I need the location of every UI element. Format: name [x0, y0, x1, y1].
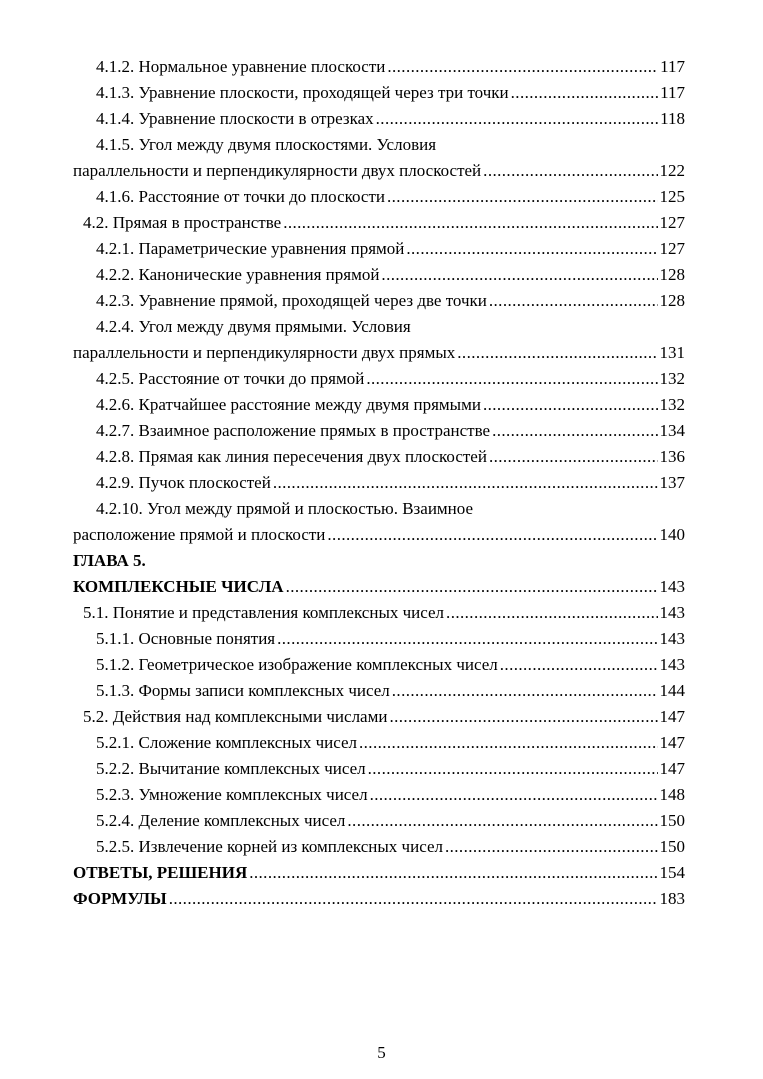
dot-leader — [327, 522, 657, 548]
toc-entry-title: 4.2.3. Уравнение прямой, проходящей через две точки — [96, 291, 487, 310]
toc-entry-page: 183 — [659, 889, 685, 908]
toc-entry — [73, 678, 685, 704]
toc-entry-title: 5.2.5. Извлечение корней из комплексных чисел — [96, 837, 443, 856]
toc-entry — [73, 392, 685, 418]
toc-entry-page: 127 — [659, 239, 685, 258]
dot-leader — [387, 54, 658, 80]
toc-entry — [73, 574, 685, 600]
chapter-title: КОМПЛЕКСНЫЕ ЧИСЛА — [73, 577, 284, 596]
toc-entry-title: 5.1.3. Формы записи комплексных чисел — [96, 681, 390, 700]
toc-entry-title: 4.1.6. Расстояние от точки до плоскости — [96, 187, 385, 206]
dot-leader — [286, 574, 658, 600]
toc-entry-title: 4.2.6. Кратчайшее расстояние между двумя прямыми — [96, 395, 481, 414]
toc-entry-page: 117 — [660, 83, 685, 102]
toc-entry-title: 4.1.3. Уравнение плоскости, проходящей через три точки — [96, 83, 509, 102]
toc-entry — [73, 600, 685, 626]
table-of-contents — [73, 54, 685, 912]
section-title: ФОРМУЛЫ — [73, 889, 167, 908]
toc-entry-page: 147 — [659, 707, 685, 726]
toc-entry-page: 118 — [660, 109, 685, 128]
dot-leader — [392, 678, 658, 704]
toc-entry-title: 4.2.1. Параметрические уравнения прямой — [96, 239, 405, 258]
toc-entry — [73, 262, 685, 288]
toc-entry-title-line1: 4.2.4. Угол между двумя прямыми. Условия — [96, 317, 411, 336]
dot-leader — [500, 652, 658, 678]
toc-entry — [73, 340, 685, 366]
toc-entry-page: 131 — [659, 343, 685, 362]
toc-entry-page: 154 — [659, 863, 685, 882]
dot-leader — [347, 808, 657, 834]
dot-leader — [389, 704, 657, 730]
toc-entry-page: 128 — [659, 265, 685, 284]
toc-entry-page: 143 — [659, 577, 685, 596]
dot-leader — [387, 184, 658, 210]
toc-entry — [73, 236, 685, 262]
toc-entry-title: 4.1.2. Нормальное уравнение плоскости — [96, 57, 386, 76]
toc-entry-title-line2: параллельности и перпендикулярности двух плоскостей — [73, 161, 482, 180]
toc-entry-page: 122 — [659, 161, 685, 180]
dot-leader — [283, 210, 657, 236]
dot-leader — [376, 106, 658, 132]
toc-entry-title: 4.2.2. Канонические уравнения прямой — [96, 265, 380, 284]
toc-entry-title: 4.2.8. Прямая как линия пересечения двух плоскостей — [96, 447, 487, 466]
toc-entry-title: 5.2.1. Сложение комплексных чисел — [96, 733, 357, 752]
toc-entry-title: 5.2. Действия над комплексными числами — [83, 707, 388, 726]
toc-entry — [73, 158, 685, 184]
toc-entry-page: 128 — [659, 291, 685, 310]
toc-entry-title: 5.2.4. Деление комплексных чисел — [96, 811, 346, 830]
toc-entry — [73, 106, 685, 132]
toc-entry-title: 4.2.5. Расстояние от точки до прямой — [96, 369, 365, 388]
toc-entry — [73, 80, 685, 106]
dot-leader — [511, 80, 658, 106]
toc-entry — [73, 626, 685, 652]
dot-leader — [492, 418, 657, 444]
toc-entry-title: 5.2.2. Вычитание комплексных чисел — [96, 759, 366, 778]
toc-entry — [73, 782, 685, 808]
toc-entry — [73, 808, 685, 834]
toc-entry — [73, 704, 685, 730]
toc-entry-title: 5.1. Понятие и представления комплексных чисел — [83, 603, 445, 622]
toc-entry — [73, 652, 685, 678]
toc-entry-page: 150 — [659, 811, 685, 830]
toc-entry-page: 125 — [659, 187, 685, 206]
dot-leader — [446, 600, 657, 626]
dot-leader — [483, 392, 658, 418]
toc-entry-page: 132 — [659, 395, 685, 414]
toc-entry — [73, 522, 685, 548]
toc-entry-title: 4.2. Прямая в пространстве — [83, 213, 282, 232]
toc-entry — [73, 54, 685, 80]
dot-leader — [368, 756, 658, 782]
toc-entry-title-line1: 4.1.5. Угол между двумя плоскостями. Условия — [96, 135, 437, 154]
toc-entry-title-line2: расположение прямой и плоскости — [73, 525, 326, 544]
toc-entry-title: 5.1.1. Основные понятия — [96, 629, 276, 648]
toc-entry — [73, 184, 685, 210]
toc-entry — [73, 288, 685, 314]
toc-entry — [73, 886, 685, 912]
toc-entry — [73, 860, 685, 886]
toc-entry-page: 143 — [659, 603, 685, 622]
toc-entry-title: 5.1.2. Геометрическое изображение комплексных чисел — [96, 655, 498, 674]
toc-entry-title: 4.2.7. Взаимное расположение прямых в пространстве — [96, 421, 491, 440]
toc-entry-title: 4.2.9. Пучок плоскостей — [96, 473, 271, 492]
toc-entry-title: 5.2.3. Умножение комплексных чисел — [96, 785, 368, 804]
dot-leader — [366, 366, 657, 392]
dot-leader — [483, 158, 657, 184]
dot-leader — [277, 626, 657, 652]
toc-entry-page: 137 — [659, 473, 685, 492]
toc-entry-page: 144 — [659, 681, 685, 700]
toc-entry-page: 127 — [659, 213, 685, 232]
toc-entry — [73, 366, 685, 392]
toc-entry — [73, 756, 685, 782]
dot-leader — [359, 730, 658, 756]
toc-entry-title: 4.1.4. Уравнение плоскости в отрезках — [96, 109, 374, 128]
dot-leader — [381, 262, 657, 288]
toc-entry — [73, 834, 685, 860]
toc-entry-page: 150 — [659, 837, 685, 856]
dot-leader — [370, 782, 658, 808]
toc-entry-title-line1: 4.2.10. Угол между прямой и плоскостью. Взаимное — [96, 499, 474, 518]
dot-leader — [406, 236, 657, 262]
toc-entry-page: 143 — [659, 655, 685, 674]
dot-leader — [445, 834, 658, 860]
toc-entry-page: 136 — [659, 447, 685, 466]
toc-entry — [73, 444, 685, 470]
toc-entry-title-line2: параллельности и перпендикулярности двух прямых — [73, 343, 456, 362]
toc-entry-page: 140 — [659, 525, 685, 544]
dot-leader — [457, 340, 657, 366]
toc-entry-page: 132 — [659, 369, 685, 388]
toc-entry-page: 148 — [659, 785, 685, 804]
chapter-heading: ГЛАВА 5. — [73, 551, 146, 570]
page-number: 5 — [377, 1043, 386, 1062]
toc-entry-page: 147 — [659, 759, 685, 778]
toc-entry-page: 147 — [659, 733, 685, 752]
section-title: ОТВЕТЫ, РЕШЕНИЯ — [73, 863, 248, 882]
dot-leader — [489, 444, 658, 470]
toc-entry — [73, 730, 685, 756]
toc-entry — [73, 470, 685, 496]
dot-leader — [169, 886, 658, 912]
dot-leader — [273, 470, 658, 496]
dot-leader — [489, 288, 658, 314]
dot-leader — [249, 860, 657, 886]
toc-entry-page: 143 — [659, 629, 685, 648]
toc-entry — [73, 418, 685, 444]
toc-entry-page: 134 — [659, 421, 685, 440]
toc-entry — [73, 210, 685, 236]
toc-entry-page: 117 — [660, 57, 685, 76]
